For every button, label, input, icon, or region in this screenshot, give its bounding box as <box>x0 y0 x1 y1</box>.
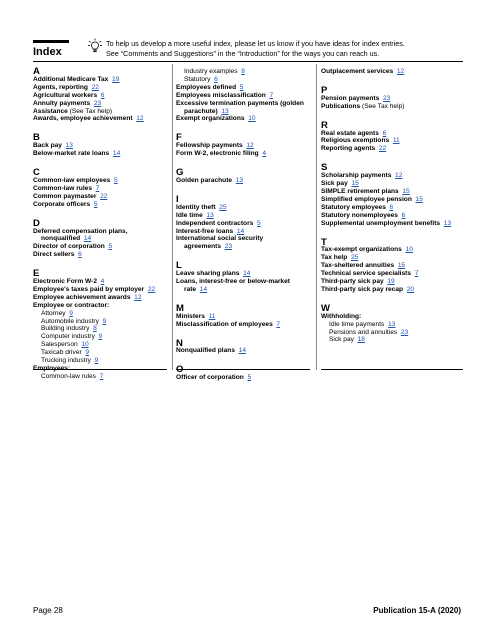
index-entry <box>176 204 311 212</box>
index-entry-term: Religious exemptions <box>321 137 390 145</box>
index-entry-term: Employee achievement awards <box>33 293 131 301</box>
index-entry-term: Industry examples <box>184 68 238 75</box>
index-entry-term: Sick pay <box>321 180 348 188</box>
page-reference-link[interactable]: 18 <box>357 336 365 344</box>
index-entry-term: Idle time payments <box>329 320 385 328</box>
index-entry-term: SIMPLE retirement plans <box>321 187 399 195</box>
page-reference-link[interactable]: 14 <box>199 285 208 293</box>
index-entry-term: Building industry <box>41 325 90 333</box>
index-entry-see-also: (See Tax help) <box>67 107 113 115</box>
index-entry-term: Tax-exempt organizations <box>321 246 402 254</box>
column-divider <box>172 64 173 370</box>
publication-name: Publication 15-A (2020) <box>373 606 461 615</box>
index-entry-term: Tax-sheltered annuities <box>321 262 395 270</box>
index-entry <box>33 185 168 193</box>
index-entry-term: Employee or contractor: <box>33 301 110 309</box>
page-reference-link[interactable]: 14 <box>236 227 245 235</box>
index-entry-term: Employees: <box>33 365 71 372</box>
index-entry <box>176 286 311 294</box>
index-entry <box>321 278 471 286</box>
page-reference-link[interactable]: 5 <box>239 83 244 91</box>
index-entry-term: Additional Medicare Tax <box>33 75 109 83</box>
index-column-1 <box>33 68 168 381</box>
page-reference-link[interactable]: 9 <box>102 317 107 325</box>
index-letter-heading: P <box>321 84 328 96</box>
page-reference-link[interactable]: 9 <box>85 349 90 357</box>
index-entry <box>321 68 471 76</box>
index-entry-term: Employee's taxes paid by employer <box>33 285 145 293</box>
page-reference-link[interactable]: 9 <box>98 333 103 341</box>
page-reference-link[interactable]: 11 <box>392 137 400 145</box>
index-entry <box>176 313 311 321</box>
page-reference-link[interactable]: 9 <box>69 309 73 317</box>
index-entry <box>176 374 311 382</box>
index-entry <box>33 251 168 259</box>
page-reference-link[interactable]: 6 <box>100 91 105 99</box>
page-reference-link[interactable]: 13 <box>388 320 396 328</box>
page-reference-link[interactable]: 15 <box>351 180 359 188</box>
page-reference-link[interactable]: 13 <box>221 107 229 115</box>
index-entry-term: Technical service specialists <box>321 270 412 278</box>
index-letter-heading: R <box>321 119 328 131</box>
index-entry-term: Exempt organizations <box>176 115 245 123</box>
page-reference-link[interactable]: 5 <box>93 200 98 208</box>
index-entry <box>33 373 168 381</box>
index-entry <box>176 278 311 286</box>
index-entry <box>33 150 168 158</box>
page-reference-link[interactable]: 13 <box>206 211 214 219</box>
page-reference-link[interactable]: 6 <box>382 129 387 137</box>
index-letter-heading: G <box>176 167 184 179</box>
index-entry <box>321 103 471 111</box>
index-entry-see-also: (See Tax help) <box>360 102 405 110</box>
index-entry <box>321 313 471 321</box>
index-entry <box>321 246 471 254</box>
page-reference-link[interactable]: 7 <box>414 270 419 278</box>
index-entry-term: Excessive termination payments (golden <box>176 99 304 107</box>
index-entry-term: Third-party sick pay <box>321 278 384 286</box>
index-entry-term: Misclassification of employees <box>176 320 273 328</box>
index-entry <box>33 341 168 349</box>
index-entry-term: rate <box>184 285 197 293</box>
page-reference-link[interactable]: 6 <box>401 211 406 219</box>
column-divider <box>316 64 317 370</box>
page-reference-link[interactable]: 14 <box>238 347 246 355</box>
page-reference-link[interactable]: 5 <box>256 219 261 227</box>
index-entry <box>321 336 471 344</box>
page-reference-link[interactable]: 7 <box>99 372 104 380</box>
index-entry-term: Interest-free loans <box>176 227 234 235</box>
index-entry <box>321 321 471 329</box>
page-reference-link[interactable]: 22 <box>378 145 387 153</box>
index-entry <box>33 310 168 318</box>
page-reference-link[interactable]: 12 <box>246 142 254 150</box>
index-entry-term: agreements <box>184 243 222 251</box>
index-entry <box>321 286 471 294</box>
index-entry <box>321 188 471 196</box>
page-reference-link[interactable]: 13 <box>235 176 244 184</box>
index-entry-term: International social security <box>176 235 264 243</box>
index-entry <box>33 177 168 185</box>
page-reference-link[interactable]: 22 <box>91 83 99 91</box>
index-entry-term: Identity theft <box>176 203 216 211</box>
page-reference-link[interactable]: 25 <box>350 254 359 262</box>
page-reference-link[interactable]: 8 <box>241 68 245 75</box>
index-entry-term: Simplified employee pension <box>321 195 412 203</box>
header-rule <box>33 61 463 62</box>
index-entry <box>176 321 311 329</box>
page-reference-link[interactable]: 23 <box>224 243 233 251</box>
index-letter-heading: M <box>176 302 184 314</box>
page-reference-link[interactable]: 25 <box>219 203 227 211</box>
index-entry <box>176 84 311 92</box>
index-entry-term: Employees misclassification <box>176 91 266 99</box>
index-entry <box>33 108 168 116</box>
index-entry-term: Supplemental unemployment benefits <box>321 219 441 227</box>
index-entry <box>33 235 168 243</box>
page-reference-link[interactable]: 23 <box>382 94 391 102</box>
index-entry-term: Annuity payments <box>33 99 91 107</box>
index-entry-term: Back pay <box>33 142 62 150</box>
index-entry <box>321 270 471 278</box>
index-letter-heading: O <box>176 364 184 376</box>
index-entry-term: Leave sharing plans <box>176 270 240 278</box>
page-reference-link[interactable]: 23 <box>93 99 102 107</box>
page-reference-link[interactable]: 9 <box>94 357 99 365</box>
index-entry-term: Sick pay <box>329 336 354 344</box>
index-entry <box>176 92 311 100</box>
index-entry <box>176 235 311 243</box>
index-entry <box>321 262 471 270</box>
index-letter-heading: N <box>176 337 183 349</box>
index-entry <box>33 142 168 150</box>
page-reference-link[interactable]: 13 <box>65 142 73 150</box>
index-letter-heading: F <box>176 132 182 144</box>
index-letter-heading: T <box>321 236 327 248</box>
index-entry-term: Form W-2, electronic filing <box>176 150 259 158</box>
index-letter-heading: I <box>176 193 179 205</box>
intro-text <box>106 39 466 59</box>
page-number: Page 28 <box>33 606 63 615</box>
page-reference-link[interactable]: 6 <box>78 251 82 259</box>
index-entry-term: Reporting agents <box>321 145 376 153</box>
index-entry-term: Tax help <box>321 254 348 262</box>
page-reference-link[interactable]: 10 <box>81 341 89 349</box>
index-entry-term: Common-law rules <box>41 372 96 380</box>
index-entry-term: Golden parachute <box>176 176 233 184</box>
column-end-rule <box>321 369 463 370</box>
page-reference-link[interactable]: 14 <box>243 270 251 278</box>
index-entry <box>321 212 471 220</box>
index-entry <box>33 243 168 251</box>
index-entry <box>33 333 168 341</box>
index-entry <box>321 130 471 138</box>
page-reference-link[interactable]: 14 <box>112 150 121 158</box>
index-entry <box>33 357 168 365</box>
index-entry <box>176 68 311 76</box>
index-entry <box>33 201 168 209</box>
index-entry-term: Agents, reporting <box>33 83 88 91</box>
index-entry-term: Scholarship payments <box>321 172 392 180</box>
page-reference-link[interactable]: 12 <box>396 68 405 75</box>
index-entry-term: Idle time <box>176 211 203 219</box>
index-entry-term: Nonqualified plans <box>176 347 235 355</box>
page-reference-link[interactable]: 10 <box>248 115 256 123</box>
index-entry-term: Outplacement services <box>321 68 394 75</box>
index-letter-heading: S <box>321 162 328 174</box>
index-entry <box>176 228 311 236</box>
index-letter-heading: A <box>33 66 40 77</box>
index-entry-term: Computer industry <box>41 333 95 341</box>
page-reference-link[interactable]: 14 <box>83 235 92 243</box>
index-entry-term: Loans, interest-free or below-market <box>176 278 290 286</box>
index-entry-term: Independent contractors <box>176 219 254 227</box>
page-reference-link[interactable]: 5 <box>108 243 113 251</box>
page-reference-link[interactable]: 19 <box>387 278 395 286</box>
index-letter-heading: C <box>33 167 40 179</box>
title-rule-top <box>33 40 69 43</box>
page-reference-link[interactable]: 7 <box>276 320 281 328</box>
index-entry <box>321 220 471 228</box>
page-reference-link[interactable]: 5 <box>247 374 252 382</box>
index-letter-heading: B <box>33 132 40 144</box>
index-entry-term: Common paymaster <box>33 192 97 200</box>
page-reference-link[interactable]: 12 <box>136 115 144 123</box>
index-entry-term: Common-law employees <box>33 176 111 184</box>
index-entry <box>176 142 311 150</box>
page-title: Index <box>33 46 62 58</box>
index-entry-term: Third-party sick pay recap <box>321 285 404 293</box>
index-entry-term: Below-market rate loans <box>33 150 110 158</box>
index-entry <box>321 204 471 212</box>
index-entry <box>33 228 168 236</box>
index-entry-term: Director of corporation <box>33 243 105 251</box>
index-entry-term: nonqualified <box>41 235 81 243</box>
page-reference-link[interactable]: 23 <box>400 328 409 336</box>
page-reference-link[interactable]: 5 <box>113 176 118 184</box>
index-entry-term: Deferred compensation plans, <box>33 227 128 235</box>
index-entry <box>33 193 168 201</box>
index-entry <box>321 180 471 188</box>
index-entry-term: parachute) <box>184 107 218 115</box>
page-reference-link[interactable]: 13 <box>443 219 452 227</box>
index-entry <box>321 254 471 262</box>
index-entry <box>33 92 168 100</box>
index-entry-term: Electronic Form W-2 <box>33 278 97 286</box>
index-entry <box>33 115 168 123</box>
index-entry-term: Statutory <box>184 75 211 83</box>
index-entry-term: Common-law rules <box>33 184 92 192</box>
page-reference-link[interactable]: 4 <box>100 278 105 286</box>
index-entry <box>176 108 311 116</box>
index-entry-term: Employees defined <box>176 83 237 91</box>
index-entry-term: Salesperson <box>41 341 78 349</box>
index-entry <box>176 212 311 220</box>
page-reference-link[interactable]: 22 <box>147 285 156 293</box>
page-reference-link[interactable]: 15 <box>402 187 410 195</box>
index-entry <box>321 137 471 145</box>
index-entry <box>33 302 168 310</box>
index-entry <box>33 294 168 302</box>
index-entry <box>33 84 168 92</box>
intro-line-1: To help us develop a more useful index, please let us know if you have ideas for index entries. <box>106 39 405 48</box>
index-entry <box>321 145 471 153</box>
index-entry-term: Awards, employee achievement <box>33 115 133 123</box>
index-entry <box>33 76 168 84</box>
index-entry-term: Statutory nonemployees <box>321 211 398 219</box>
index-letter-heading: L <box>176 260 182 272</box>
index-entry <box>176 100 311 108</box>
index-entry-term: Attorney <box>41 309 66 317</box>
index-entry <box>321 329 471 337</box>
index-column-2 <box>176 68 311 382</box>
index-entry <box>33 349 168 357</box>
index-entry-term: Pension payments <box>321 94 380 102</box>
index-letter-heading: D <box>33 217 40 229</box>
lightbulb-icon <box>88 38 102 54</box>
index-entry <box>33 100 168 108</box>
index-entry-term: Automobile industry <box>41 317 99 325</box>
page-reference-link[interactable]: 22 <box>100 192 108 200</box>
index-entry <box>33 286 168 294</box>
index-entry-term: Trucking industry <box>41 357 91 365</box>
page-reference-link[interactable]: 15 <box>415 195 423 203</box>
page-reference-link[interactable]: 12 <box>134 293 142 301</box>
index-entry <box>33 318 168 326</box>
page-reference-link[interactable]: 19 <box>112 75 120 83</box>
index-entry <box>321 196 471 204</box>
index-entry-term: Pensions and annuities <box>329 328 398 336</box>
intro-line-2: See “Comments and Suggestions” in the “Introduction” for the ways you can reach us. <box>106 49 380 58</box>
index-entry <box>176 76 311 84</box>
index-entry <box>321 172 471 180</box>
index-entry-term: Direct sellers <box>33 251 75 259</box>
page-reference-link[interactable]: 6 <box>214 75 218 83</box>
page-reference-link[interactable]: 12 <box>395 172 403 180</box>
index-entry-term: Ministers <box>176 312 205 320</box>
index-entry <box>33 365 168 373</box>
page-reference-link[interactable]: 7 <box>95 184 100 192</box>
index-letter-heading: W <box>321 302 330 314</box>
index-entry <box>176 177 311 185</box>
index-entry-term: Corporate officers <box>33 200 91 208</box>
index-entry <box>176 150 311 158</box>
index-entry-term: Publications <box>321 102 361 110</box>
index-entry <box>176 243 311 251</box>
index-entry-term: Fellowship payments <box>176 142 243 150</box>
index-column-3 <box>321 68 471 344</box>
index-letter-heading: E <box>33 268 40 280</box>
index-entry <box>176 270 311 278</box>
index-entry-term: Taxicab driver <box>41 349 82 357</box>
index-entry <box>321 95 471 103</box>
index-entry-term: Real estate agents <box>321 129 379 137</box>
index-entry <box>176 220 311 228</box>
page-reference-link[interactable]: 4 <box>262 150 267 158</box>
page-reference-link[interactable]: 8 <box>93 325 97 333</box>
index-entry-term: Withholding: <box>321 312 362 320</box>
page-reference-link[interactable]: 10 <box>405 246 413 254</box>
index-entry <box>176 347 311 355</box>
index-entry <box>33 325 168 333</box>
index-entry-term: Assistance <box>33 107 68 115</box>
index-entry <box>176 115 311 123</box>
index-entry-term: Statutory employees <box>321 203 386 211</box>
index-entry-term: Officer of corporation <box>176 374 244 382</box>
page-reference-link[interactable]: 11 <box>208 312 216 320</box>
page-reference-link[interactable]: 6 <box>389 203 394 211</box>
index-entry <box>33 278 168 286</box>
page-reference-link[interactable]: 20 <box>406 285 415 293</box>
page-reference-link[interactable]: 15 <box>397 262 406 270</box>
page-reference-link[interactable]: 7 <box>269 91 274 99</box>
index-entry-term: Agricultural workers <box>33 91 98 99</box>
